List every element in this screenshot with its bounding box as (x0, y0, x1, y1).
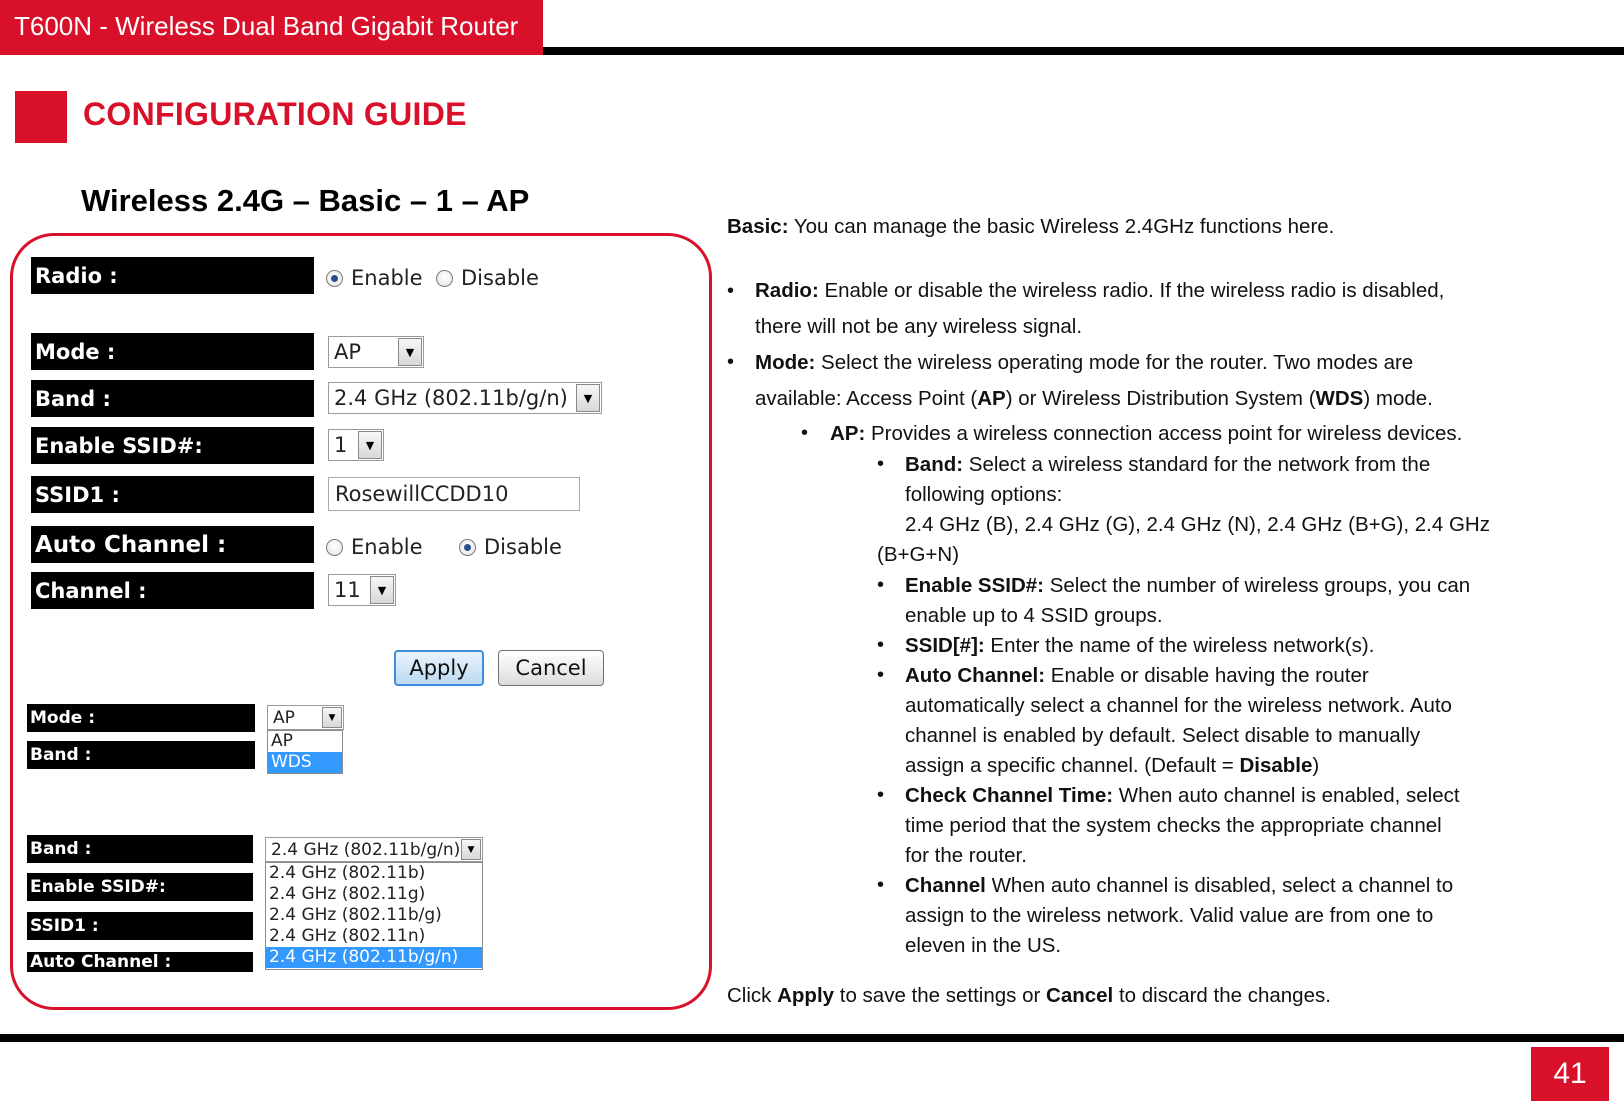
band-label-excerpt: Band : (27, 741, 255, 769)
channel-desc-1: When auto channel is disabled, select a channel to (985, 874, 1454, 897)
radio-bullet (755, 279, 1444, 303)
ssid-desc: Enter the name of the wireless network(s). (984, 634, 1375, 657)
auto-channel-enable-button[interactable] (326, 539, 343, 556)
mode-desc-2a: available: Access Point ( (755, 387, 978, 410)
chevron-down-icon[interactable]: ▼ (370, 576, 394, 604)
channel-desc-3: eleven in the US. (905, 934, 1062, 957)
radio-label: Radio : (31, 257, 314, 294)
mode-option-wds[interactable]: WDS (268, 752, 342, 773)
auto-channel-disable-label: Disable (484, 535, 562, 559)
guide-marker (15, 91, 67, 143)
mode-select[interactable] (328, 336, 424, 368)
apply-button[interactable]: Apply (394, 650, 484, 686)
ssid1-input[interactable]: RosewillCCDD10 (328, 477, 580, 511)
ap-bullet (830, 422, 1462, 446)
band-option[interactable]: 2.4 GHz (802.11b) (269, 863, 426, 883)
auto-channel-enable-option[interactable] (326, 535, 423, 559)
mode-desc-2c: ) mode. (1363, 387, 1433, 410)
bullet-dot: • (877, 574, 885, 596)
guide-title: CONFIGURATION GUIDE (83, 96, 467, 132)
auto-channel-disable-button[interactable] (459, 539, 476, 556)
radio-disable-label: Disable (461, 266, 539, 290)
channel-term: Channel (905, 874, 986, 897)
enable-ssid-value: 1 (334, 433, 348, 457)
radio-enable-button[interactable] (326, 270, 343, 287)
ssid-term: SSID[#]: (905, 634, 985, 657)
mode-desc-2 (755, 387, 1433, 411)
auto-channel-term: Auto Channel: (905, 664, 1046, 687)
auto-channel-desc-1: Enable or disable having the router (1045, 664, 1369, 687)
channel-desc-2: assign to the wireless network. Valid value are from one to (905, 904, 1434, 927)
cancel-button[interactable]: Cancel (498, 650, 604, 686)
click-text-a: Click (727, 984, 778, 1007)
enable-ssid-label-excerpt: Enable SSID#: (27, 873, 253, 901)
ap-term: AP: (830, 422, 866, 445)
footer-rule (0, 1034, 1624, 1042)
basic-label: Basic: (727, 215, 789, 238)
band-desc-2: following options: (905, 483, 1063, 506)
band-label-excerpt-2: Band : (27, 835, 253, 863)
auto-channel-label: Auto Channel : (31, 526, 314, 563)
enable-ssid-term: Enable SSID#: (905, 574, 1044, 597)
ssid1-label-excerpt: SSID1 : (27, 912, 253, 940)
band-bullet (905, 453, 1430, 477)
click-text-b: to save the settings or (834, 984, 1047, 1007)
enable-ssid-bullet (905, 574, 1470, 598)
bullet-dot: • (727, 280, 735, 302)
band-term: Band: (905, 453, 964, 476)
section-title: Wireless 2.4G – Basic – 1 – AP (81, 183, 530, 218)
bullet-dot: • (877, 784, 885, 806)
bullet-dot: • (801, 422, 809, 444)
auto-channel-default: Disable (1239, 754, 1313, 777)
channel-value: 11 (334, 578, 361, 602)
radio-disable-button[interactable] (436, 270, 453, 287)
chevron-down-icon[interactable]: ▼ (576, 384, 600, 412)
band-option[interactable]: 2.4 GHz (802.11g) (269, 884, 426, 904)
click-text-c: to discard the changes. (1113, 984, 1331, 1007)
bullet-dot: • (877, 664, 885, 686)
channel-select[interactable] (328, 574, 396, 606)
basic-paragraph (727, 215, 1334, 239)
channel-bullet (905, 874, 1453, 898)
radio-desc-1: Enable or disable the wireless radio. If the wireless radio is disabled, (818, 279, 1445, 302)
product-title-tab: T600N - Wireless Dual Band Gigabit Router (0, 0, 543, 55)
band-select-open-value: 2.4 GHz (802.11b/g/n) (271, 839, 461, 860)
chevron-down-icon[interactable]: ▼ (461, 839, 481, 860)
band-select-open[interactable] (265, 837, 483, 862)
mode-label-excerpt: Mode : (27, 704, 255, 732)
bullet-dot: • (877, 453, 885, 475)
band-option-selected[interactable]: 2.4 GHz (802.11b/g/n) (266, 947, 482, 968)
click-cancel-term: Cancel (1046, 984, 1114, 1007)
band-label: Band : (31, 380, 314, 417)
mode-option-ap[interactable]: AP (271, 731, 293, 751)
auto-channel-desc-4 (905, 754, 1319, 778)
auto-channel-enable-label: Enable (351, 535, 423, 559)
check-channel-desc-2: time period that the system checks the appropriate channel (905, 814, 1442, 837)
chevron-down-icon[interactable]: ▼ (358, 431, 382, 459)
radio-enable-option[interactable] (326, 266, 423, 290)
radio-enable-label: Enable (351, 266, 423, 290)
radio-term: Radio: (755, 279, 819, 302)
auto-channel-label-excerpt: Auto Channel : (27, 952, 253, 972)
check-channel-bullet (905, 784, 1460, 808)
chevron-down-icon[interactable]: ▼ (322, 707, 342, 728)
band-desc-3: 2.4 GHz (B), 2.4 GHz (G), 2.4 GHz (N), 2.4 GHz (B+G), 2.4 GHz (905, 513, 1490, 536)
click-apply-term: Apply (777, 984, 835, 1007)
mode-desc-1: Select the wireless operating mode for the router. Two modes are (815, 351, 1414, 374)
ap-desc: Provides a wireless connection access point for wireless devices. (865, 422, 1463, 445)
enable-ssid-desc-2: enable up to 4 SSID groups. (905, 604, 1163, 627)
enable-ssid-select[interactable] (328, 429, 384, 461)
check-channel-term: Check Channel Time: (905, 784, 1114, 807)
auto-channel-disable-option[interactable] (459, 535, 562, 559)
band-select[interactable] (328, 382, 602, 414)
mode-select-open[interactable] (267, 705, 344, 730)
auto-channel-desc-2: automatically select a channel for the wireless network. Auto (905, 694, 1452, 717)
bullet-dot: • (727, 351, 735, 373)
enable-ssid-desc-1: Select the number of wireless groups, you can (1044, 574, 1471, 597)
ssid1-label: SSID1 : (31, 476, 314, 513)
header-rule (543, 47, 1624, 55)
band-option[interactable]: 2.4 GHz (802.11b/g) (269, 905, 442, 925)
page-number: 41 (1531, 1047, 1609, 1101)
radio-disable-option[interactable] (436, 266, 539, 290)
band-option[interactable]: 2.4 GHz (802.11n) (269, 926, 426, 946)
click-apply-paragraph (727, 984, 1331, 1008)
mode-select-value: AP (334, 340, 362, 364)
band-select-value: 2.4 GHz (802.11b/g/n) (334, 386, 568, 410)
mode-ap-term: AP (977, 387, 1006, 410)
auto-channel-desc-4a: assign a specific channel. (Default = (905, 754, 1240, 777)
mode-select-open-value: AP (273, 707, 295, 728)
check-channel-desc-1: When auto channel is enabled, select (1113, 784, 1460, 807)
ssid-bullet (905, 634, 1374, 658)
auto-channel-desc-4c: ) (1312, 754, 1320, 777)
auto-channel-bullet (905, 664, 1369, 688)
auto-channel-desc-3: channel is enabled by default. Select disable to manually (905, 724, 1421, 747)
basic-text: You can manage the basic Wireless 2.4GHz functions here. (788, 215, 1335, 238)
radio-desc-2: there will not be any wireless signal. (755, 315, 1083, 338)
band-options-list[interactable] (265, 862, 483, 970)
bullet-dot: • (877, 874, 885, 896)
bullet-dot: • (877, 634, 885, 656)
chevron-down-icon[interactable]: ▼ (398, 338, 422, 366)
mode-bullet (755, 351, 1413, 375)
mode-options-list[interactable] (267, 730, 343, 774)
band-desc-1: Select a wireless standard for the network from the (963, 453, 1431, 476)
enable-ssid-label: Enable SSID#: (31, 427, 314, 464)
mode-desc-2b: ) or Wireless Distribution System ( (1005, 387, 1316, 410)
mode-label: Mode : (31, 333, 314, 370)
channel-label: Channel : (31, 572, 314, 609)
mode-term: Mode: (755, 351, 816, 374)
band-desc-4: (B+G+N) (877, 543, 960, 566)
mode-wds-term: WDS (1315, 387, 1364, 410)
check-channel-desc-3: for the router. (905, 844, 1027, 867)
